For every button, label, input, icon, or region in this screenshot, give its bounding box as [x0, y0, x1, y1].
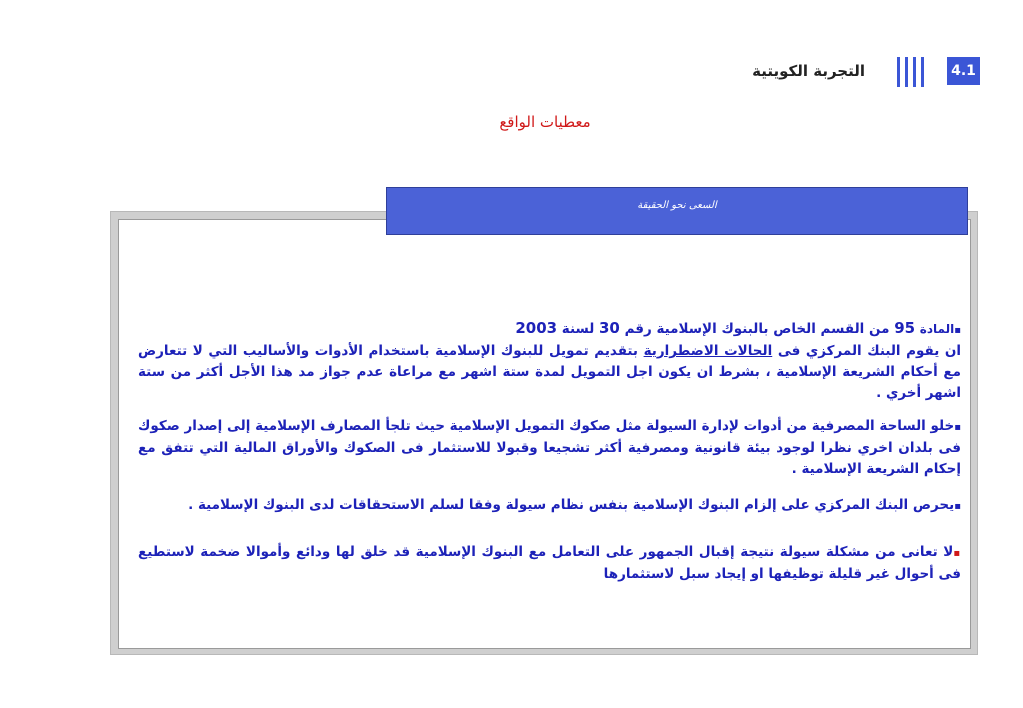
law-number: 30: [599, 319, 620, 337]
article-number: 95: [894, 319, 916, 337]
bar-3: [913, 57, 916, 87]
bullet-icon: ▪: [954, 422, 962, 433]
paragraph-text: يحرص البنك المركزي على إلزام البنوك الإسلامية بنفس نظام سيولة وفقا لسلم الاستحقاقات لدى البنوك الإسلامية .: [188, 497, 955, 513]
paragraph-article-95: [138, 318, 961, 404]
decorative-bars: [897, 57, 924, 87]
article-body-start: ان يقوم البنك المركزي فى: [777, 343, 962, 359]
section-number-badge: 4.1: [947, 57, 980, 85]
content-body: [138, 318, 961, 585]
article-title: من القسم الخاص بالبنوك الإسلامية رقم: [624, 321, 890, 337]
article-label: المادة: [919, 322, 955, 336]
bullet-icon: ▪: [953, 548, 962, 559]
bar-2: [905, 57, 908, 87]
bullet-icon: ▪: [954, 325, 961, 336]
year-label: لسنة: [561, 321, 595, 337]
section-subtitle: معطيات الواقع: [499, 113, 591, 131]
emergency-cases-text: الحالات الاضطرارية: [643, 343, 773, 359]
bar-4: [921, 57, 924, 87]
paragraph-text: خلو الساحة المصرفية من أدوات لإدارة السيولة مثل صكوك التمويل الإسلامية حيث تلجأ المصارف الإسلامية إلى إصدار صكوك فى بلدان اخري نظرا لوجود بيئة قانونية ومصرفية أكثر تشجيعا وقبولا للاستثمار فى الصكوك والأوراق المالية التي تتفق مع إحكام الشريعة الإسلامية .: [138, 418, 961, 477]
bullet-icon: ▪: [954, 501, 961, 512]
law-year: 2003: [515, 319, 558, 337]
paragraph-liquidity-tools: [138, 416, 961, 480]
paragraph-text: لا تعانى من مشكلة سيولة نتيجة إقبال الجمهور على التعامل مع البنوك الإسلامية قد خلق لها ودائع وأموالا ضخمة لاستطيع فى أحوال غير قليلة توظيفها او إيجاد سبل لاستثمارها: [138, 544, 961, 582]
bar-1: [897, 57, 900, 87]
banner: [386, 187, 968, 235]
page-title: التجربة الكويتية: [752, 62, 865, 80]
paragraph-central-bank: [138, 495, 961, 517]
paragraph-liquidity-problem: [138, 542, 961, 585]
article-body-end: بتقديم تمويل للبنوك الإسلامية باستخدام الأدوات والأساليب التي لا تتعارض مع أحكام الشريعة الإسلامية ، بشرط ان يكون اجل التمويل لمدة ستة اشهر مع مراعاة عدم جواز مد هذا الأجل أكثر من ستة اشهر أخري .: [138, 343, 961, 401]
banner-text: السعى نحو الحقيقة: [637, 200, 717, 211]
